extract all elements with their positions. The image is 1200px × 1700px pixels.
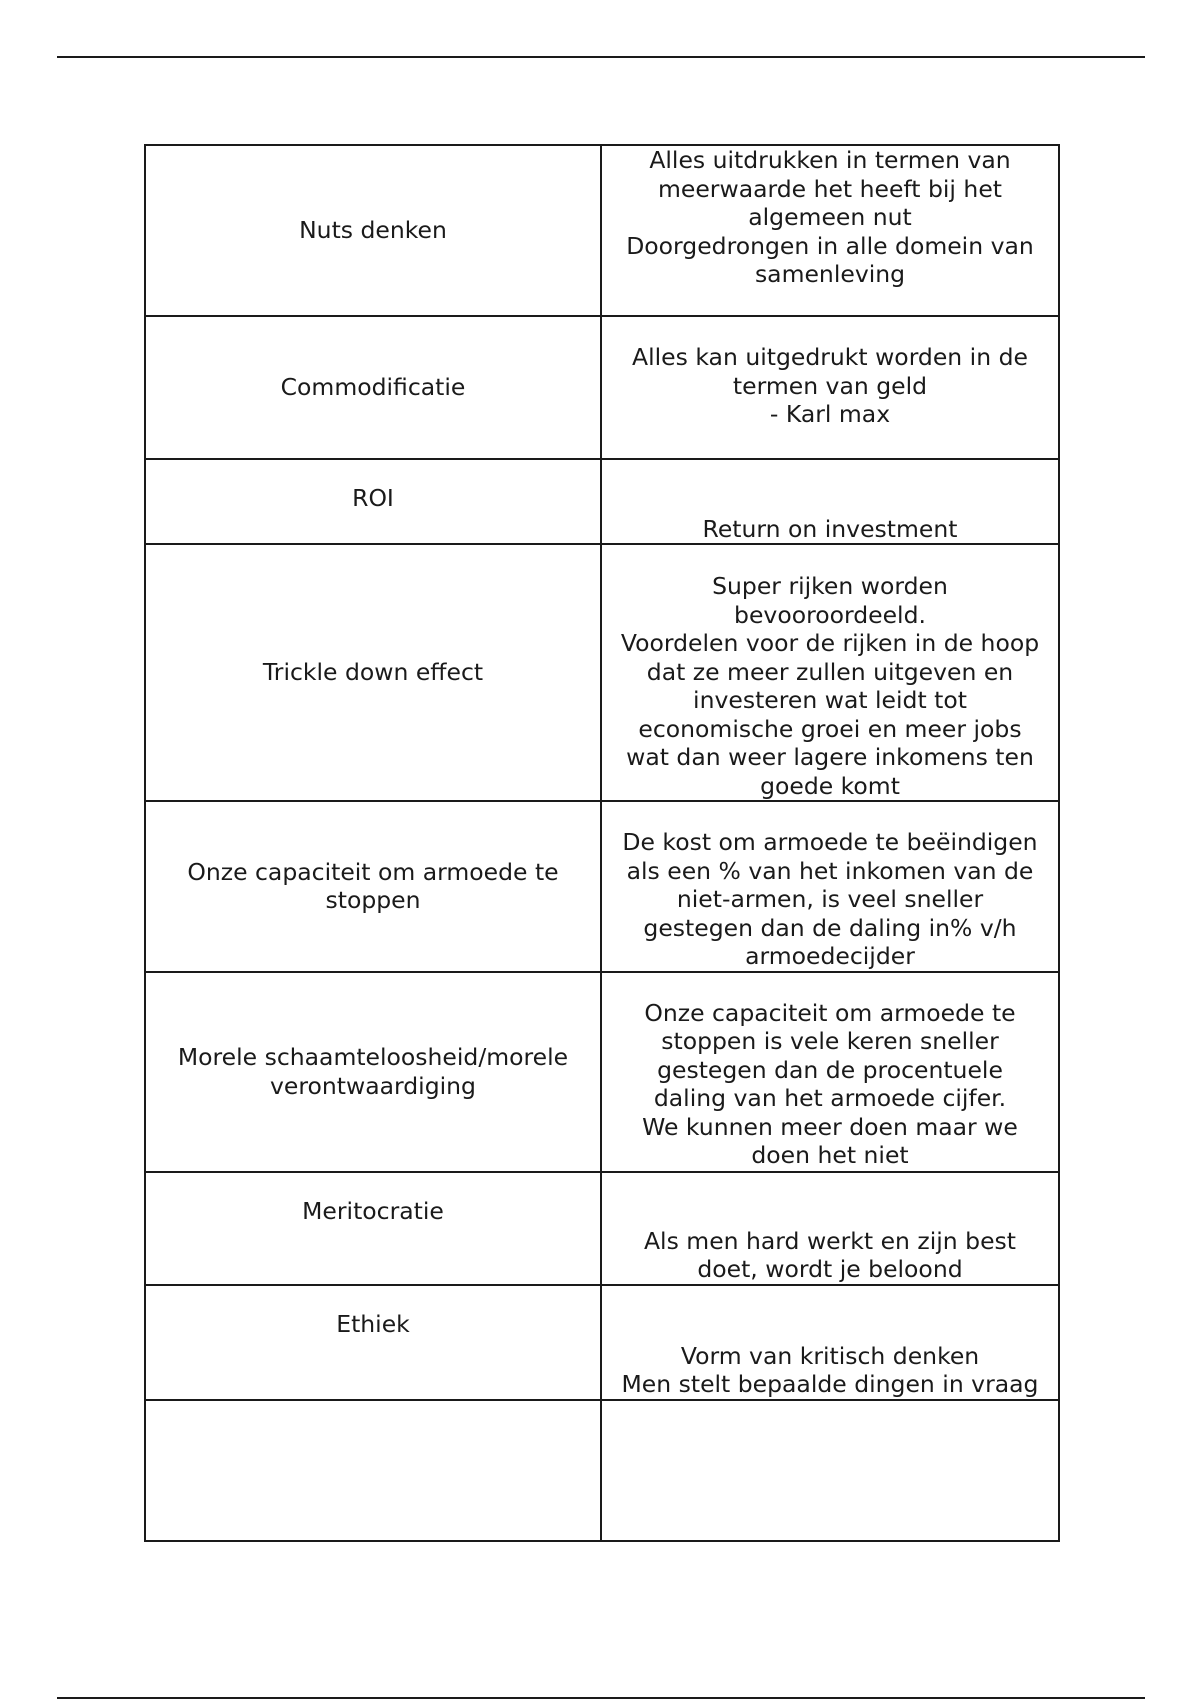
definition-cell: [601, 1400, 1059, 1541]
definition-line: algemeen nut: [748, 203, 912, 231]
definition-line: economische groei en meer jobs: [638, 714, 1022, 743]
table-row: [145, 1172, 1059, 1285]
definition-line: Doorgedrongen in alle domein van: [626, 231, 1034, 260]
term-cell: [145, 316, 601, 459]
definition-line: wat dan weer lagere inkomens ten: [626, 743, 1034, 771]
definition-cell: [601, 972, 1059, 1172]
definition-line: termen van geld: [732, 371, 928, 400]
term-cell: [145, 1285, 601, 1400]
table-row: [145, 1285, 1059, 1400]
term-text: Meritocratie: [302, 1196, 444, 1225]
term-text: Nuts denken: [299, 216, 447, 245]
term-cell: [145, 1400, 601, 1541]
definition-line: armoedecijder: [745, 942, 915, 970]
definition-line: Return on investment: [702, 514, 958, 543]
term-text: Ethiek: [336, 1309, 410, 1338]
definition-cell: [601, 801, 1059, 972]
definition-line: meerwaarde het heeft bij het: [658, 174, 1002, 203]
definition-line: bevooroordeeld.: [734, 600, 926, 629]
term-text: Commodificatie: [280, 373, 466, 402]
definition-cell: [601, 459, 1059, 544]
definition-line: Vorm van kritisch denken: [680, 1341, 980, 1370]
definition-line: als een % van het inkomen van de: [626, 856, 1034, 885]
term-text: Onze capaciteit om armoede te: [187, 857, 559, 886]
term-cell: [145, 801, 601, 972]
term-text: verontwaardiging: [270, 1071, 476, 1100]
term-cell: [145, 145, 601, 316]
definition-line: daling van het armoede cijfer.: [653, 1084, 1007, 1112]
term-text: ROI: [352, 484, 394, 512]
definition-cell: [601, 1172, 1059, 1285]
definition-cell: [601, 1285, 1059, 1400]
definition-line: Onze capaciteit om armoede te: [644, 998, 1016, 1027]
term-text: stoppen: [325, 886, 421, 915]
definition-line: gestegen dan de procentuele: [657, 1055, 1003, 1084]
definition-line: Alles uitdrukken in termen van: [649, 146, 1011, 174]
header-rule: [57, 56, 1145, 58]
term-text: Trickle down effect: [262, 658, 484, 687]
definition-cell: [601, 145, 1059, 316]
definition-line: - Karl max: [769, 400, 891, 428]
term-cell: [145, 459, 601, 544]
table-row: [145, 459, 1059, 544]
definition-line: We kunnen meer doen maar we: [642, 1112, 1018, 1141]
definition-line: samenleving: [754, 260, 906, 288]
definition-line: Als men hard werkt en zijn best: [643, 1226, 1016, 1255]
terms-table: [144, 144, 1060, 1542]
definition-line: doen het niet: [751, 1141, 909, 1169]
definition-line: doet, wordt je beloond: [697, 1255, 963, 1283]
table-row: [145, 1400, 1059, 1541]
footer-rule: [57, 1697, 1145, 1699]
term-text: Morele schaamteloosheid/morele: [177, 1043, 569, 1071]
definition-line: stoppen is vele keren sneller: [661, 1027, 999, 1055]
table-row: [145, 972, 1059, 1172]
term-cell: [145, 972, 601, 1172]
definition-line: Super rijken worden: [712, 572, 948, 600]
definition-cell: [601, 316, 1059, 459]
table-row: [145, 145, 1059, 316]
definition-line: gestegen dan de daling in% v/h: [643, 913, 1017, 942]
table-row: [145, 544, 1059, 801]
term-cell: [145, 1172, 601, 1285]
definition-line: niet-armen, is veel sneller: [676, 885, 984, 913]
definition-line: Alles kan uitgedrukt worden in de: [632, 343, 1028, 371]
definition-cell: [601, 544, 1059, 801]
term-cell: [145, 544, 601, 801]
definition-line: investeren wat leidt tot: [693, 686, 967, 714]
definition-line: dat ze meer zullen uitgeven en: [646, 657, 1014, 686]
definition-line: De kost om armoede te beëindigen: [622, 828, 1038, 856]
table-row: [145, 316, 1059, 459]
table-row: [145, 801, 1059, 972]
definition-line: Voordelen voor de rijken in de hoop: [620, 629, 1040, 657]
definition-line: Men stelt bepaalde dingen in vraag: [621, 1370, 1039, 1398]
definition-line: goede komt: [760, 771, 900, 800]
